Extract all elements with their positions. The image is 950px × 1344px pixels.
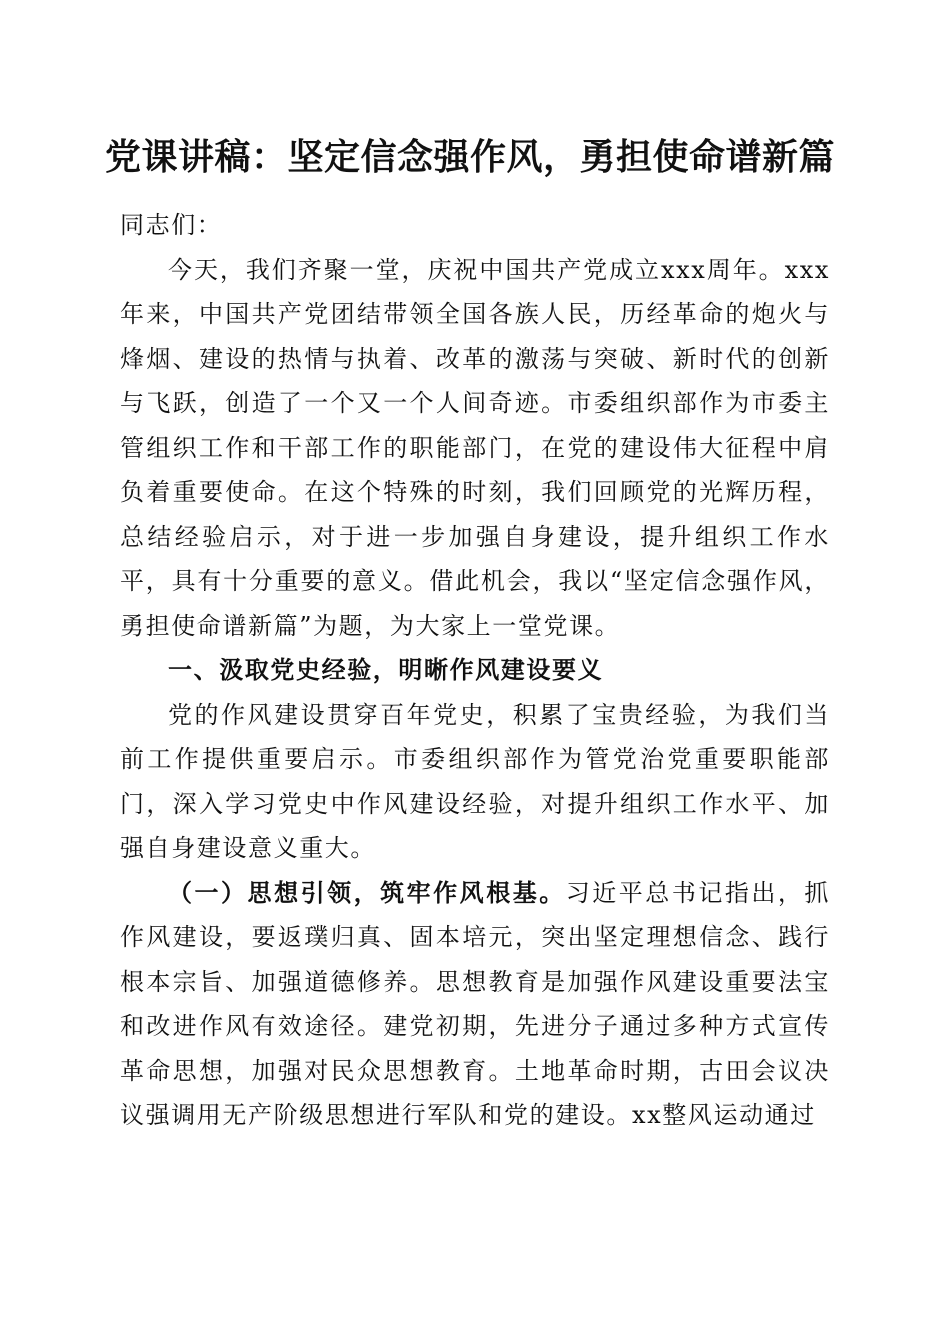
subsection-lead: （一）思想引领，筑牢作风根基。 <box>168 878 566 907</box>
subsection-text: 习近平总书记指出，抓作风建设，要返璞归真、固本培元，突出坚定理想信念、践行根本宗旨、加强道德修养。思想教育是加强作风建设重要法宝和改进作风有效途径。建党初期，先进分子通过多种方式宣传革命思想，加强对民众思想教育。土地革命时期，古田会议决议强调用无产阶级思想进行军队和党的建设。xx整风运动通过 <box>120 878 830 1129</box>
document-body <box>120 203 830 1138</box>
section-heading: 一、汲取党史经验，明晰作风建设要义 <box>168 656 604 684</box>
salutation: 同志们： <box>120 211 223 239</box>
subsection-paragraph <box>120 871 830 1138</box>
section-intro-paragraph: 党的作风建设贯穿百年党史，积累了宝贵经验，为我们当前工作提供重要启示。市委组织部作为管党治党重要职能部门，深入学习党史中作风建设经验，对提升组织工作水平、加强自身建设意义重大。 <box>120 700 830 862</box>
intro-paragraph: 今天，我们齐聚一堂，庆祝中国共产党成立xxx周年。xxx年来，中国共产党团结带领全国各族人民，历经革命的炮火与烽烟、建设的热情与执着、改革的激荡与突破、新时代的创新与飞跃，创造了一个又一个人间奇迹。市委组织部作为市委主管组织工作和干部工作的职能部门，在党的建设伟大征程中肩负着重要使命。在这个特殊的时刻，我们回顾党的光辉历程，总结经验启示，对于进一步加强自身建设，提升组织工作水平，具有十分重要的意义。借此机会，我以“坚定信念强作风，勇担使命谱新篇”为题，为大家上一堂党课。 <box>120 255 830 640</box>
page-title: 党课讲稿：坚定信念强作风，勇担使命谱新篇 <box>104 137 835 178</box>
